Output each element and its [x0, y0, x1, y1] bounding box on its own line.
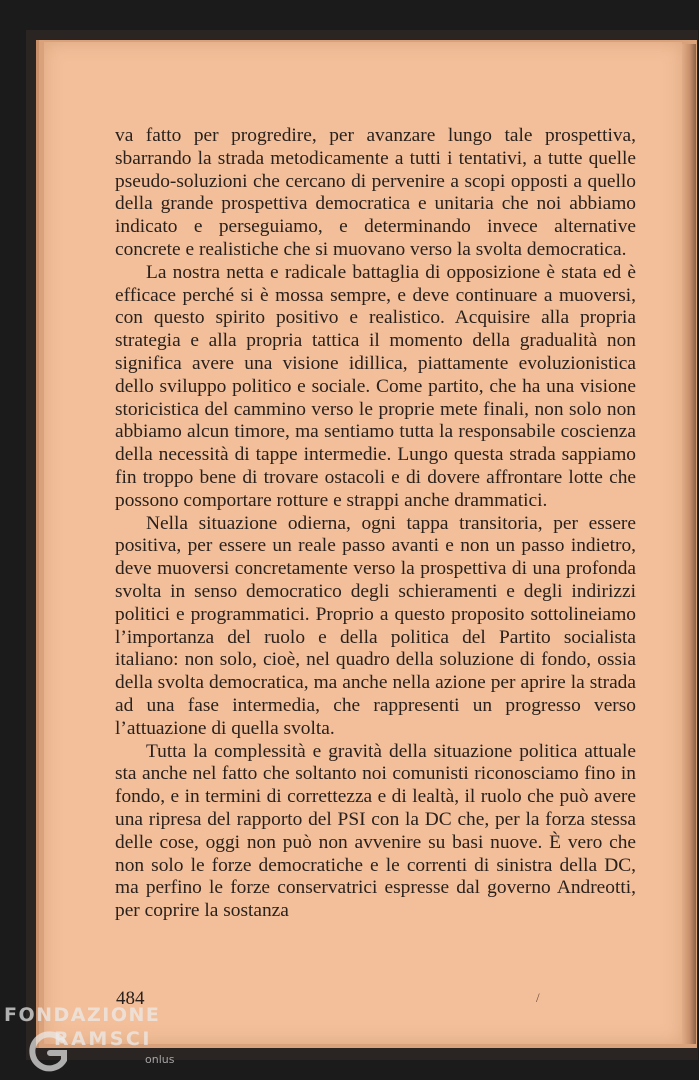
book-page-edges: [680, 44, 696, 1044]
margin-mark: /: [536, 990, 540, 1005]
watermark-line-2: RAMSCI: [54, 1028, 152, 1050]
paragraph-4: Tutta la complessità e gravità della situazione politica attuale sta anche nel fatto che soltanto noi comunisti riconosciamo fino in fondo, e in termini di correttezza e di lealtà, il ruolo che può avere una ripresa del rapporto del PSI con la DC che, per la forza stessa delle cose, oggi non può non avvenire su basi nuove. È vero che non solo le forze democratiche e le correnti di sinistra della DC, ma perfino le forze conservatrici espresse dal governo Andreotti, per coprire la sostanza: [115, 740, 636, 922]
page-number: 484: [116, 988, 145, 1009]
fondazione-gramsci-watermark: [0, 1000, 200, 1080]
paragraph-1: va fatto per progredire, per avanzare lungo tale prospettiva, sbarrando la strada metodicamente a tutti i tentativi, a tutte quelle pseudo-soluzioni che cercano di pervenire a scopi opposti a quello della grande prospettiva democratica e unitaria che noi abbiamo indicato e perseguiamo, e determinando invece alternative concrete e realistiche che si muovano verso la svolta democratica.: [115, 125, 636, 260]
paragraph-3: Nella situazione odierna, ogni tappa transitoria, per essere positiva, per essere un reale passo avanti e non un passo indietro, deve muoversi concretamente verso la prospettiva di una profonda svolta in senso democratico degli schieramenti e degli indirizzi politici e programmatici. Proprio a questo proposito sottolineiamo l’importanza del ruolo e della politica del Partito socialista italiano: non solo, cioè, nel quadro della soluzione di fondo, ossia della svolta democratica, ma anche nella azione per aprire la strada ad una fase intermedia, che rappresenti un progresso verso l’attuazione di quella svolta.: [115, 512, 636, 739]
body-text: [115, 125, 636, 923]
watermark-line-1: FONDAZIONE: [4, 1004, 161, 1026]
paragraph-2: La nostra netta e radicale battaglia di opposizione è stata ed è efficace perché si è mossa sempre, e deve continuare a muoversi, con questo spirito positivo e realistico. Acquisire alla propria strategia e alla propria tattica il momento della gradualità non significa avere una visione idillica, piattamente evoluzionistica dello sviluppo politico e sociale. Come partito, che ha una visione storicistica del cammino verso le proprie mete finali, non solo non abbiamo alcun timore, ma sentiamo tutta la responsabile coscienza della necessità di tappe intermedie. Lungo questa strada sappiamo fin troppo bene di trovare ostacoli e di dovere affrontare lotte che possono comportare rotture e strappi anche drammatici.: [115, 261, 636, 511]
watermark-suffix: onlus: [145, 1053, 175, 1066]
